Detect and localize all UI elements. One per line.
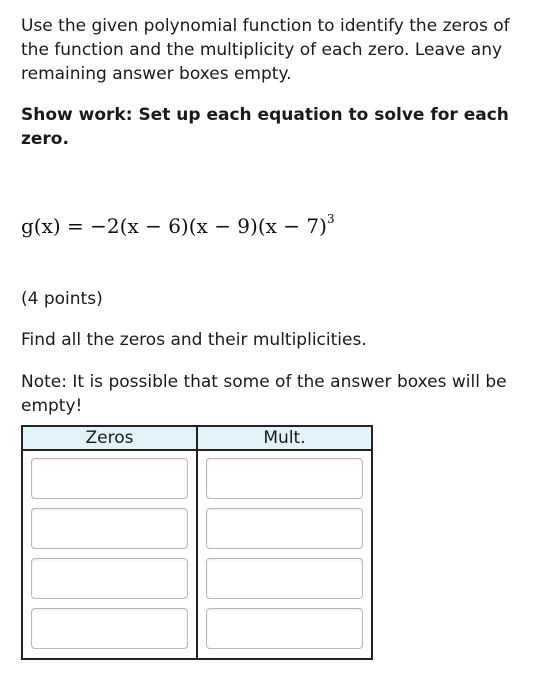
equation-factor-3: (x − 7)	[257, 214, 327, 238]
zero-input-1[interactable]	[31, 458, 188, 499]
mult-input-4[interactable]	[206, 608, 363, 649]
equation-factor-2: (x − 9)	[188, 214, 258, 238]
points-label: (4 points)	[21, 289, 103, 309]
question-content	[21, 14, 526, 151]
zeros-cells	[23, 451, 196, 658]
mult-input-1[interactable]	[206, 458, 363, 499]
equation-coefficient: −2	[90, 214, 120, 238]
zeros-column	[23, 427, 196, 658]
zero-input-2[interactable]	[31, 508, 188, 549]
polynomial-equation	[21, 212, 335, 238]
find-instruction: Find all the zeros and their multiplicities.	[21, 330, 367, 350]
answer-table	[21, 425, 373, 660]
instructions-text: Use the given polynomial function to identify the zeros of the function and the multiplicity of each zero. Leave any remaining answer boxes empty.	[21, 16, 510, 84]
zero-input-4[interactable]	[31, 608, 188, 649]
zeros-header: Zeros	[23, 427, 196, 451]
mult-cells	[198, 451, 371, 658]
zero-input-3[interactable]	[31, 558, 188, 599]
mult-column	[196, 427, 371, 658]
note-text: Note: It is possible that some of the answer boxes will be empty!	[21, 372, 507, 416]
equation-factor-1: (x − 6)	[119, 214, 189, 238]
show-work-text: Show work: Set up each equation to solve for each zero.	[21, 105, 509, 149]
equation-lhs: g(x) =	[21, 214, 91, 238]
equation-exponent: 3	[326, 212, 335, 226]
mult-input-2[interactable]	[206, 508, 363, 549]
mult-input-3[interactable]	[206, 558, 363, 599]
mult-header: Mult.	[198, 427, 371, 451]
